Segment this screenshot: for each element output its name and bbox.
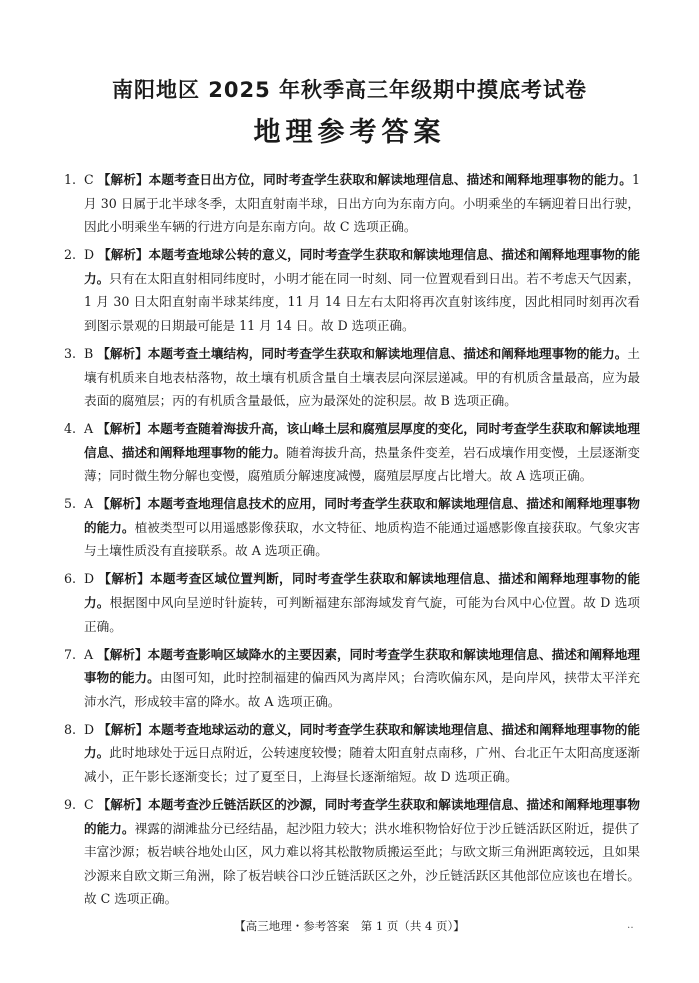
question-number: 9. [64, 796, 77, 812]
analysis-tag: 【解析】 [97, 796, 149, 812]
analysis-tag: 【解析】 [98, 571, 151, 587]
analysis-focus: 本题考查地理信息技术的应用，同时考查学生获取和解读地理信息、描述和阐释地理事物的能力。 [84, 496, 640, 535]
answer-letter: D [84, 721, 95, 737]
analysis-focus: 本题考查影响区域降水的主要因素，同时考查学生获取和解读地理信息、描述和阐释地理事物的能力。 [84, 646, 640, 686]
question-number: 3. [64, 345, 77, 361]
answer-letter: D [84, 571, 95, 587]
page-footer: 【高三地理・参考答案 第 1 页（共 4 页）】 [234, 919, 465, 933]
analysis-focus: 本题考查地球运动的意义，同时考查学生获取和解读地理信息、描述和阐释地理事物的能力。 [84, 721, 641, 761]
answer-item [64, 168, 641, 239]
analysis-body: 根据图中风向呈逆时针旋转，可判断福建东部海域发育气旋，可能为台风中心位置。故 D 选项正确。 [84, 595, 640, 634]
question-number: 6. [64, 571, 77, 587]
answer-letter: A [84, 496, 94, 512]
answer-item [64, 417, 641, 488]
answer-item [64, 567, 640, 638]
answer-letter: A [84, 646, 94, 662]
analysis-body: 植被类型可以用遥感影像获取，水文特征、地质构造不能通过遥感影像直接获取。气象灾害与土壤性质没有直接联系。故 A 选项正确。 [84, 519, 641, 559]
analysis-focus: 本题考查区域位置判断，同时考查学生获取和解读地理信息、描述和阐释地理事物的能力。 [84, 571, 640, 611]
analysis-tag: 【解析】 [97, 421, 148, 437]
analysis-body: 随着海拔升高，热量条件变差，岩石成壤作用变慢，土层逐渐变薄；同时微生物分解也变慢，腐殖质分解速度减慢，腐殖层厚度占比增大。故 A 选项正确。 [84, 444, 641, 484]
question-number: 2. [64, 247, 77, 263]
answer-item [64, 342, 641, 413]
answer-letter: C [84, 796, 94, 812]
analysis-body: 只有在太阳直射相同纬度时，小明才能在同一时刻、同一位置观看到日出。若不考虑天气因素，1 月 30 日太阳直射南半球某纬度，11 月 14 日左右太阳将再次直射该纬度，因此相同时刻再次看到图示景观的日期最可能是 11 月 14 日。故 D 选项正确。 [84, 270, 641, 333]
page-subtitle: 地理参考答案 [253, 117, 446, 148]
analysis-tag: 【解析】 [98, 247, 149, 263]
analysis-tag: 【解析】 [97, 646, 148, 662]
analysis-focus: 本题考查日出方位，同时考查学生获取和解读地理信息、描述和阐释地理事物的能力。 [148, 172, 632, 187]
answer-item [64, 793, 641, 911]
answer-item [64, 718, 641, 789]
exam-title: 南阳地区 2025 年秋季高三年级期中摸底考试卷 [111, 78, 588, 102]
analysis-body: 由图可知，此时控制福建的偏西风为离岸风；台湾吹偏东风，是向岸风，挟带太平洋充沛水汽，形成较丰富的降水。故 A 选项正确。 [84, 670, 641, 709]
analysis-body: 裸露的湖滩盐分已经结晶，起沙阻力较大；洪水堆积物恰好位于沙丘链活跃区附近，提供了丰富沙源；板岩峡谷地处山区，风力难以将其松散物质搬运至此；与欧文斯三角洲距离较远，且如果沙源来自欧文斯三角洲，除了板岩峡谷口沙丘链活跃区之外，沙丘链活跃区其他部位应该也在增长。故 C 选项正确。 [84, 820, 641, 907]
answer-letter: B [84, 345, 94, 361]
analysis-tag: 【解析】 [98, 721, 149, 737]
analysis-body: 1 月 30 日属于北半球冬季，太阳直射南半球，日出方向为东南方向。小明乘坐的车辆迎着日出行驶，因此小明乘坐车辆的行进方向是东南方向。故 C 选项正确。 [84, 172, 641, 235]
question-number: 1. [64, 172, 77, 187]
answer-item [64, 243, 641, 337]
answer-letter: C [84, 172, 94, 187]
question-number: 4. [64, 421, 77, 437]
answer-list [64, 168, 641, 915]
answer-item [64, 643, 641, 714]
answer-letter: D [84, 247, 95, 263]
question-number: 7. [64, 646, 77, 662]
analysis-focus: 本题考查随着海拔升高，该山峰土层和腐殖层厚度的变化，同时考查学生获取和解读地理信息、描述和阐释地理事物的能力。 [84, 421, 640, 460]
analysis-tag: 【解析】 [97, 345, 148, 361]
analysis-focus: 本题考查沙丘链活跃区的沙源，同时考查学生获取和解读地理信息、描述和阐释地理事物的能力。 [84, 796, 640, 836]
corner-mark: ‥ [627, 920, 634, 931]
analysis-body: 此时地球处于远日点附近，公转速度较慢；随着太阳直射点南移，广州、台北正午太阳高度逐渐减小，正午影长逐渐变长；过了夏至日，上海昼长逐渐缩短。故 D 选项正确。 [84, 745, 641, 784]
analysis-focus: 本题考查土壤结构，同时考查学生获取和解读地理信息、描述和阐释地理事物的能力。 [147, 345, 628, 361]
analysis-focus: 本题考查地球公转的意义，同时考查学生获取和解读地理信息、描述和阐释地理事物的能力。 [84, 247, 641, 286]
analysis-tag: 【解析】 [97, 496, 148, 512]
analysis-body: 土壤有机质来自地表枯落物，故土壤有机质含量自土壤表层向深层递减。甲的有机质含量最高，应为最表面的腐殖层；丙的有机质含量最低，应为最深处的淀积层。故 B 选项正确。 [84, 345, 641, 409]
answer-letter: A [84, 421, 94, 437]
question-number: 8. [64, 721, 77, 737]
analysis-tag: 【解析】 [97, 172, 149, 187]
question-number: 5. [64, 496, 77, 512]
answer-item [64, 492, 641, 563]
